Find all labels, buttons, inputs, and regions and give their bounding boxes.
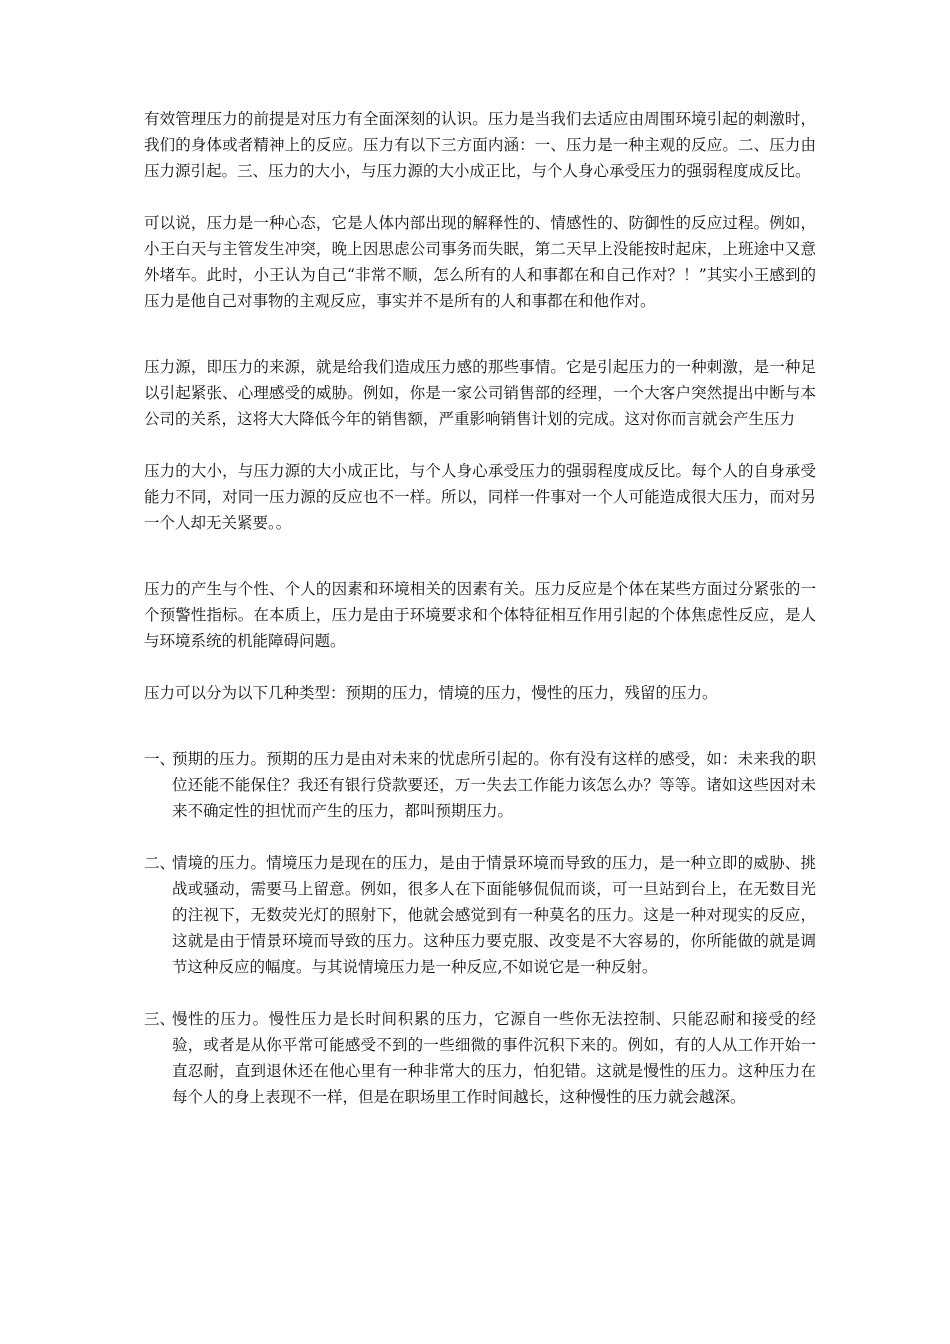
list-item bbox=[144, 1006, 816, 1110]
list-item bbox=[144, 746, 816, 824]
paragraph-mindset: 可以说，压力是一种心态，它是人体内部出现的解释性的、情感性的、防御性的反应过程。例如，小王白天与主管发生冲突，晚上因思虑公司事务而失眠，第二天早上没能按时起床，上班途中又意外堵车。此时，小王认为自己“非常不顺，怎么所有的人和事都在和自己作对？！”其实小王感到的压力是他自己对事物的主观反应，事实并不是所有的人和事都在和他作对。 bbox=[144, 214, 816, 310]
list-item-text: 情境的压力。情境压力是现在的压力，是由于情景环境而导致的压力，是一种立即的威胁、挑战或骚动，需要马上留意。例如，很多人在下面能够侃侃而谈，可一旦站到台上，在无数目光的注视下，无数荧光灯的照射下，他就会感觉到有一种莫名的压力。这是一种对现实的反应，这就是由于情景环境而导致的压力。这种压力要克服、改变是不大容易的，你所能做的就是调节这种反应的幅度。与其说情境压力是一种反应,不如说它是一种反射。 bbox=[172, 854, 816, 976]
list-item bbox=[144, 850, 816, 980]
list-item-text: 预期的压力。预期的压力是由对未来的忧虑所引起的。你有没有这样的感受，如：未来我的职位还能不能保住？我还有银行贷款要还，万一失去工作能力该怎么办？等等。诸如这些因对未来不确定性的担忧而产生的压力，都叫预期压力。 bbox=[172, 750, 816, 820]
paragraph-magnitude: 压力的大小，与压力源的大小成正比，与个人身心承受压力的强弱程度成反比。每个人的自身承受能力不同，对同一压力源的反应也不一样。所以，同样一件事对一个人可能造成很大压力，而对另一个人却无关紧要。。 bbox=[144, 462, 816, 532]
list-item-number: 一、 bbox=[144, 750, 176, 768]
list-item-text: 慢性的压力。慢性压力是长时间积累的压力，它源自一些你无法控制、只能忍耐和接受的经验，或者是从你平常可能感受不到的一些细微的事件沉积下来的。例如，有的人从工作开始一直忍耐，直到退休还在他心里有一种非常大的压力，怕犯错。这就是慢性的压力。这种压力在每个人的身上表现不一样，但是在职场里工作时间越长，这种慢性的压力就会越深。 bbox=[172, 1010, 816, 1106]
paragraph-origin: 压力的产生与个性、个人的因素和环境相关的因素有关。压力反应是个体在某些方面过分紧张的一个预警性指标。在本质上，压力是由于环境要求和个体特征相互作用引起的个体焦虑性反应，是人与环境系统的机能障碍问题。 bbox=[144, 580, 816, 650]
list-item-number: 二、 bbox=[144, 854, 176, 872]
paragraph-intro: 有效管理压力的前提是对压力有全面深刻的认识。压力是当我们去适应由周围环境引起的刺激时，我们的身体或者精神上的反应。压力有以下三方面内涵：一、压力是一种主观的反应。二、压力由压力源引起。三、压力的大小，与压力源的大小成正比，与个人身心承受压力的强弱程度成反比。 bbox=[144, 110, 816, 180]
list-item-number: 三、 bbox=[144, 1010, 176, 1028]
paragraph-types: 压力可以分为以下几种类型：预期的压力，情境的压力，慢性的压力，残留的压力。 bbox=[144, 684, 718, 702]
paragraph-stressor: 压力源，即压力的来源，就是给我们造成压力感的那些事情。它是引起压力的一种刺激，是一种足以引起紧张、心理感受的威胁。例如，你是一家公司销售部的经理，一个大客户突然提出中断与本公司的关系，这将大大降低今年的销售额，严重影响销售计划的完成。这对你而言就会产生压力 bbox=[144, 358, 816, 428]
document-page bbox=[144, 106, 816, 1110]
